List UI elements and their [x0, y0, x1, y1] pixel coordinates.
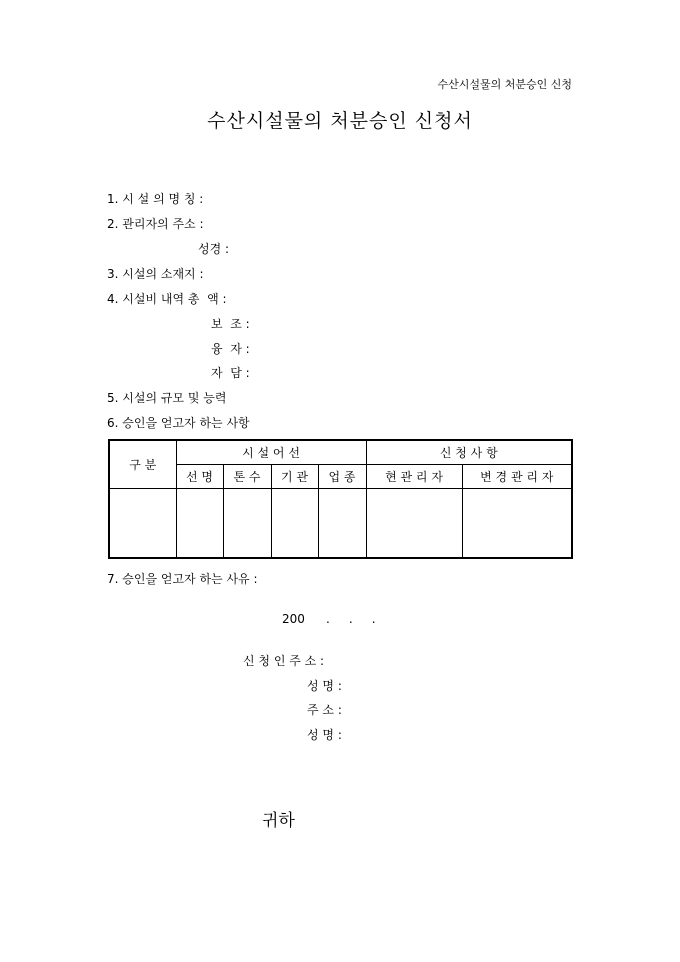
table-cell[interactable]: [366, 488, 462, 558]
table-col-tonnage: 톤 수: [223, 464, 271, 488]
table-cell[interactable]: [176, 488, 223, 558]
table-col-new-manager: 변 경 관 리 자: [462, 464, 572, 488]
table-cell[interactable]: [271, 488, 318, 558]
table-cell[interactable]: [318, 488, 366, 558]
cost-loan-label: 융 자 :: [211, 342, 250, 356]
cost-subsidy-label: 보 조 :: [211, 317, 250, 331]
manager-name-label: 성경 :: [198, 242, 230, 256]
applicant-name2-label: 성 명 :: [307, 728, 342, 742]
date-separators: . . .: [326, 612, 376, 626]
cost-self-label: 자 담 :: [211, 366, 250, 380]
table-cell[interactable]: [462, 488, 572, 558]
applicant-address-label: 신 청 인 주 소 :: [243, 654, 325, 668]
table-col-engine: 기 관: [271, 464, 318, 488]
date-year: 200: [282, 612, 305, 626]
applicant-name-label: 성 명 :: [307, 679, 342, 693]
table-col-vessel-name: 선 명: [176, 464, 223, 488]
table-row: [109, 488, 572, 558]
manager-address-label: 2. 관리자의 주소 :: [107, 217, 204, 231]
applicant-address2-label: 주 소 :: [307, 703, 342, 717]
page-title: 수산시설물의 처분승인 신청서: [207, 110, 473, 132]
reason-label: 7. 승인을 얻고자 하는 사유 :: [107, 572, 258, 586]
closing-text: 귀하: [262, 811, 295, 831]
approval-items-label: 6. 승인을 얻고자 하는 사항: [107, 416, 250, 430]
table-cell[interactable]: [109, 488, 176, 558]
form-name: 수산시설물의 처분승인 신청: [437, 78, 572, 91]
table-header-category: 구 분: [109, 440, 176, 488]
cost-total-label: 4. 시설비 내역 총 액 :: [107, 292, 227, 306]
scale-label: 5. 시설의 규모 및 능력: [107, 391, 227, 405]
table-header-vessel: 시 설 어 선: [176, 440, 366, 464]
approval-table: [108, 439, 573, 559]
facility-name-label: 1. 시 설 의 명 칭 :: [107, 192, 204, 206]
table-col-business-type: 업 종: [318, 464, 366, 488]
table-col-current-manager: 현 관 리 자: [366, 464, 462, 488]
table-header-request: 신 청 사 항: [366, 440, 572, 464]
location-label: 3. 시설의 소재지 :: [107, 267, 204, 281]
table-cell[interactable]: [223, 488, 271, 558]
